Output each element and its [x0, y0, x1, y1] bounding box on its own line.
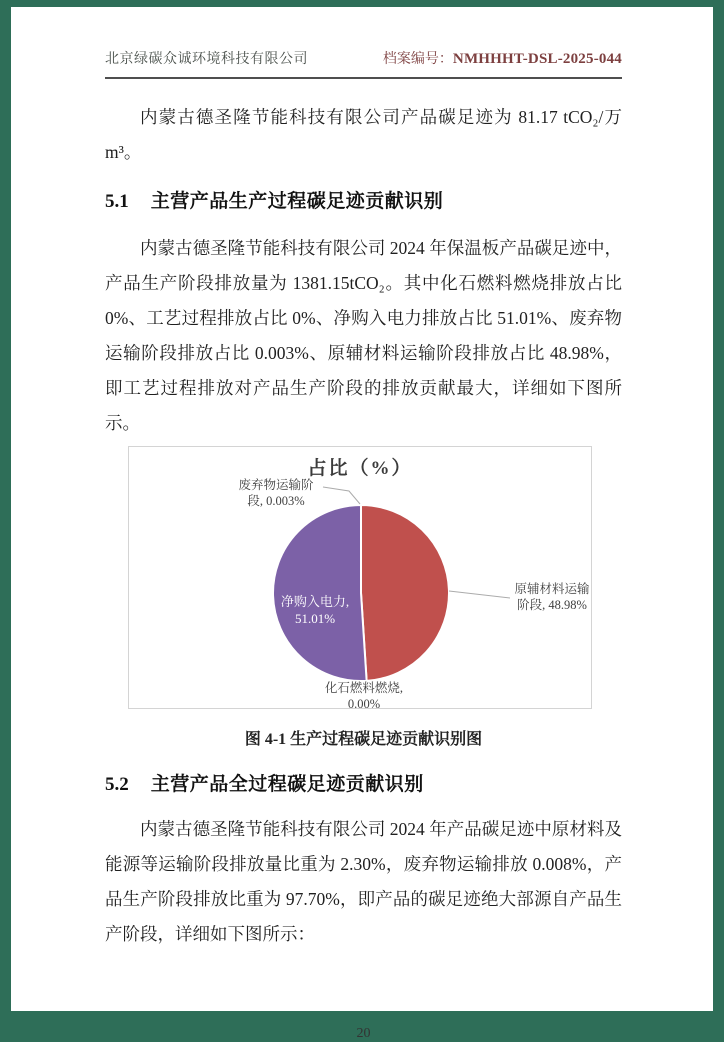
- page-header: [105, 48, 622, 79]
- label-waste-line2: 段, 0.003%: [247, 494, 305, 508]
- section-5-1-body: 内蒙古德圣隆节能科技有限公司 2024 年保温板产品碳足迹中，产品生产阶段排放量为 1381.15tCO₂。其中化石燃料燃烧排放占比 0%、工艺过程排放占比 0%、净购入电力排放占比 51.01%、废弃物运输阶段排放占比 0.003%、原辅材料运输阶段排放占比 48.98%，即工艺过程排放对产品生产阶段的排放贡献最大，详细如下图所示。: [105, 238, 622, 433]
- label-purchased-power: [267, 593, 363, 627]
- pie-slice-material: [361, 505, 449, 681]
- label-material-line2: 阶段, 48.98%: [517, 598, 587, 612]
- page-content: [105, 7, 622, 1042]
- page-number: 20: [356, 1026, 371, 1041]
- doc-number-value: NMHHHT-DSL-2025-044: [452, 51, 622, 67]
- document-page: [11, 7, 713, 1041]
- section-5-1-heading: [105, 186, 622, 213]
- label-fossil-fuel: [310, 680, 418, 712]
- pie-chart-svg: [129, 447, 593, 710]
- label-material-line1: 原辅材料运输: [514, 582, 590, 596]
- section-5-1-title: 主营产品生产过程碳足迹贡献识别: [150, 191, 444, 212]
- section-5-1-number: 5.1: [105, 191, 129, 212]
- leader-line-material: [449, 591, 510, 598]
- label-power-line1: 净购入电力,: [280, 594, 350, 609]
- pie-chart-figure: [128, 446, 592, 709]
- label-fossil-line2: 0.00%: [347, 697, 381, 711]
- figure-caption: 图 4-1 生产过程碳足迹贡献识别图: [244, 731, 483, 748]
- doc-number: [383, 48, 622, 68]
- intro-paragraph: 内蒙古德圣隆节能科技有限公司产品碳足迹为 81.17 tCO₂/万 m³。: [105, 107, 622, 162]
- section-5-2-title: 主营产品全过程碳足迹贡献识别: [150, 774, 424, 795]
- section-5-2-number: 5.2: [105, 774, 129, 795]
- chart-title: 占比（%）: [307, 458, 413, 479]
- label-power-line2: 51.01%: [294, 611, 336, 626]
- label-raw-material-transport: [506, 581, 598, 613]
- label-waste-transport: [221, 477, 331, 509]
- company-name: 北京绿碳众诚环境科技有限公司: [105, 52, 308, 67]
- label-fossil-line1: 化石燃料燃烧,: [324, 681, 404, 695]
- section-5-2-heading: [105, 769, 622, 796]
- doc-number-label: 档案编号：: [382, 52, 453, 67]
- label-waste-line1: 废弃物运输阶: [238, 478, 314, 492]
- section-5-2-body: 内蒙古德圣隆节能科技有限公司 2024 年产品碳足迹中原材料及能源等运输阶段排放量比重为 2.30%，废弃物运输排放 0.008%，产品生产阶段排放比重为 97.70%，即产品的碳足迹绝大部源自产品生产阶段，详细如下图所示：: [105, 819, 622, 944]
